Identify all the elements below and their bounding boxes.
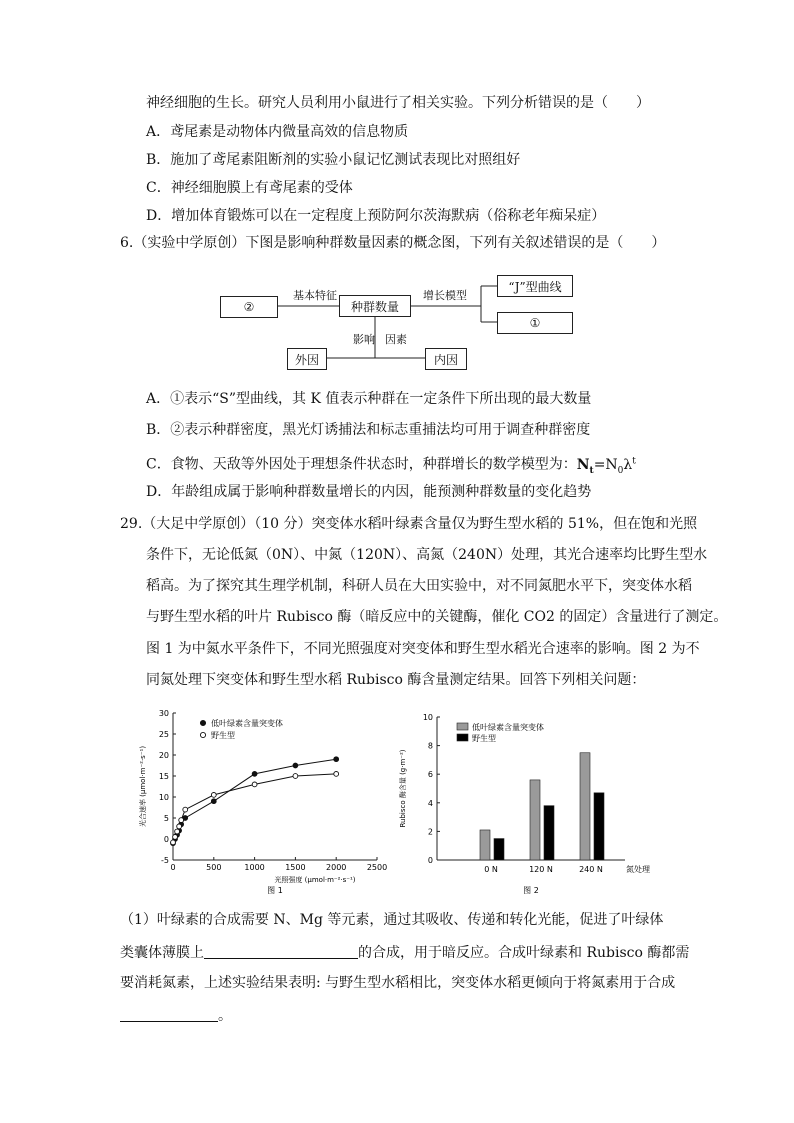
- data-point-2: [175, 829, 180, 834]
- legend-label-2: 野生型: [472, 734, 496, 743]
- figure-2-bar-chart: [375, 705, 650, 895]
- legend-label-2: 野生型: [211, 731, 235, 740]
- bar-2: [494, 839, 504, 860]
- q29-sub1-suffix: 的合成，用于暗反应。合成叶绿素和 Rubisco 酶都需: [358, 945, 690, 961]
- box-internal: 内因: [425, 348, 467, 370]
- q5-option-d: D．增加体育锻炼可以在一定程度上预防阿尔茨海默病（俗称老年痴呆症）: [146, 208, 606, 224]
- q29-sub1-line-4: [120, 1005, 232, 1026]
- data-point-2: [211, 793, 216, 798]
- y-tick-label: 30: [158, 709, 169, 718]
- bar-1: [580, 753, 590, 860]
- bar-2: [544, 806, 554, 860]
- y-tick-label: 10: [422, 713, 433, 722]
- box-1: ①: [497, 312, 573, 334]
- box-external: 外因: [287, 348, 327, 370]
- q6-formula: $N_t=N_0\lambda^t$: [576, 456, 636, 476]
- q5-option-b: B．施加了鸢尾素阻断剂的实验小鼠记忆测试表现比对照组好: [146, 152, 521, 168]
- box-population: 种群数量: [339, 295, 411, 317]
- y-axis-label: Rubisco 酶含量 (g·m⁻²): [399, 749, 407, 828]
- concept-diagram: [215, 270, 585, 380]
- data-point-2: [252, 782, 257, 787]
- label-basic-feature: 基本特征: [293, 289, 337, 302]
- data-point-2: [293, 774, 298, 779]
- data-point-2: [183, 807, 188, 812]
- bar-1: [480, 830, 490, 860]
- data-point-2: [173, 835, 178, 840]
- y-tick-label: 25: [158, 730, 169, 739]
- y-tick-label: 10: [158, 793, 169, 802]
- q29-sub1-prefix: 类囊体薄膜上: [120, 945, 204, 961]
- x-tick-label: 2500: [366, 863, 388, 872]
- q6-option-d: D．年龄组成属于影响种群数量增长的内因，能预测种群数量的变化趋势: [146, 484, 592, 500]
- x-tick-label: 0 N: [484, 865, 498, 874]
- y-tick-label: 5: [163, 814, 169, 823]
- y-tick-label: 0: [427, 856, 433, 865]
- answer-blank-2[interactable]: [120, 1005, 218, 1022]
- q29-sub1-line-1: （1）叶绿素的合成需要 N、Mg 等元素，通过其吸收、传递和转化光能，促进了叶绿体: [120, 912, 664, 928]
- q29-sub1-end: 。: [218, 1008, 232, 1024]
- q29-line-3: 稻高。为了探究其生理学机制，科研人员在大田实验中，对不同氮肥水平下，突变体水稻: [146, 578, 692, 594]
- x-tick-label: 0: [170, 863, 176, 872]
- y-tick-label: 4: [427, 798, 433, 808]
- q29-line-1: 29.（大足中学原创）（10 分）突变体水稻叶绿素含量仅为野生型水稻的 51%，但在饱和光照: [120, 516, 698, 532]
- data-point-1: [293, 763, 298, 768]
- x-tick-label: 500: [206, 863, 222, 872]
- y-tick-label: 0: [163, 835, 169, 844]
- y-tick-label: 2: [427, 827, 433, 837]
- data-point-2: [177, 824, 182, 829]
- y-tick-label: 15: [158, 772, 169, 781]
- q29-line-5: 图 1 为中氮水平条件下，不同光照强度对突变体和野生型水稻光合速率的影响。图 2 为不: [146, 641, 700, 657]
- q29-line-4: 与野生型水稻的叶片 Rubisco 酶（暗反应中的关键酶，催化 CO2 的固定）含量进行了测定。: [146, 609, 728, 625]
- q29-line-6: 同氮处理下突变体和野生型水稻 Rubisco 酶含量测定结果。回答下列相关问题：: [146, 672, 646, 688]
- bar-1: [530, 780, 540, 860]
- y-axis-label: 光合速率 (μmol·m⁻²·s⁻¹): [139, 745, 147, 828]
- legend-marker-2: [200, 732, 205, 737]
- x-tick-label: 1000: [244, 863, 265, 872]
- q6-option-c: [146, 451, 636, 480]
- figure-1-line-chart: [135, 705, 388, 895]
- q5-stem-continued: 神经细胞的生长。研究人员利用小鼠进行了相关实验。下列分析错误的是（ ）: [146, 95, 650, 111]
- x-tick-label: 120 N: [529, 865, 553, 874]
- q6-stem: 6.（实验中学原创）下图是影响种群数量因素的概念图，下列有关叙述错误的是（ ）: [120, 235, 666, 251]
- box-j-curve: “J”型曲线: [497, 275, 573, 297]
- data-point-1: [334, 757, 339, 762]
- q5-option-c: C．神经细胞膜上有鸢尾素的受体: [146, 180, 353, 196]
- legend-marker-1: [200, 720, 205, 725]
- legend-swatch-1: [457, 723, 468, 730]
- y-tick-label: 8: [427, 741, 433, 751]
- data-point-1: [252, 772, 257, 777]
- q6-option-b: B．②表示种群密度，黑光灯诱捕法和标志重捕法均可用于调查种群密度: [146, 422, 591, 438]
- q29-sub1-line-2: [120, 942, 689, 963]
- y-tick-label: -5: [161, 856, 169, 865]
- label-influence: 影响: [353, 333, 375, 346]
- legend-label-1: 低叶绿素含量突变体: [211, 719, 283, 728]
- x-axis-label: 氮处理: [626, 865, 650, 874]
- figure-caption: 图 1: [267, 886, 283, 895]
- legend-label-1: 低叶绿素含量突变体: [472, 723, 544, 732]
- label-factor: 因素: [385, 333, 407, 346]
- data-point-1: [211, 799, 216, 804]
- y-tick-label: 20: [158, 751, 169, 760]
- data-point-2: [334, 772, 339, 777]
- data-point-2: [179, 818, 184, 823]
- q29-line-2: 条件下，无论低氮（0N）、中氮（120N）、高氮（240N）处理，其光合速率均比野生型水: [146, 547, 708, 563]
- data-point-2: [171, 840, 176, 845]
- box-2: ②: [220, 296, 278, 318]
- label-growth-model: 增长模型: [423, 289, 467, 302]
- x-tick-label: 2000: [326, 863, 347, 872]
- q29-sub1-line-3: 要消耗氮素，上述实验结果表明: 与野生型水稻相比，突变体水稻更倾向于将氮素用于合成: [120, 975, 676, 991]
- q5-option-a: A．鸢尾素是动物体内微量高效的信息物质: [146, 124, 409, 140]
- x-tick-label: 240 N: [579, 865, 603, 874]
- legend-swatch-2: [457, 734, 468, 741]
- q6-option-c-text: C．食物、天敌等外因处于理想条件状态时，种群增长的数学模型为：: [146, 456, 577, 473]
- q6-option-a: A．①表示“S”型曲线，其 K 值表示种群在一定条件下所出现的最大数量: [146, 391, 592, 407]
- x-tick-label: 1500: [285, 863, 306, 872]
- y-tick-label: 6: [427, 770, 433, 780]
- bar-2: [594, 793, 604, 860]
- answer-blank-1[interactable]: [204, 942, 358, 959]
- figure-caption: 图 2: [523, 886, 539, 895]
- x-axis-label: 光照强度 (μmol·m⁻²·s⁻¹): [274, 876, 356, 884]
